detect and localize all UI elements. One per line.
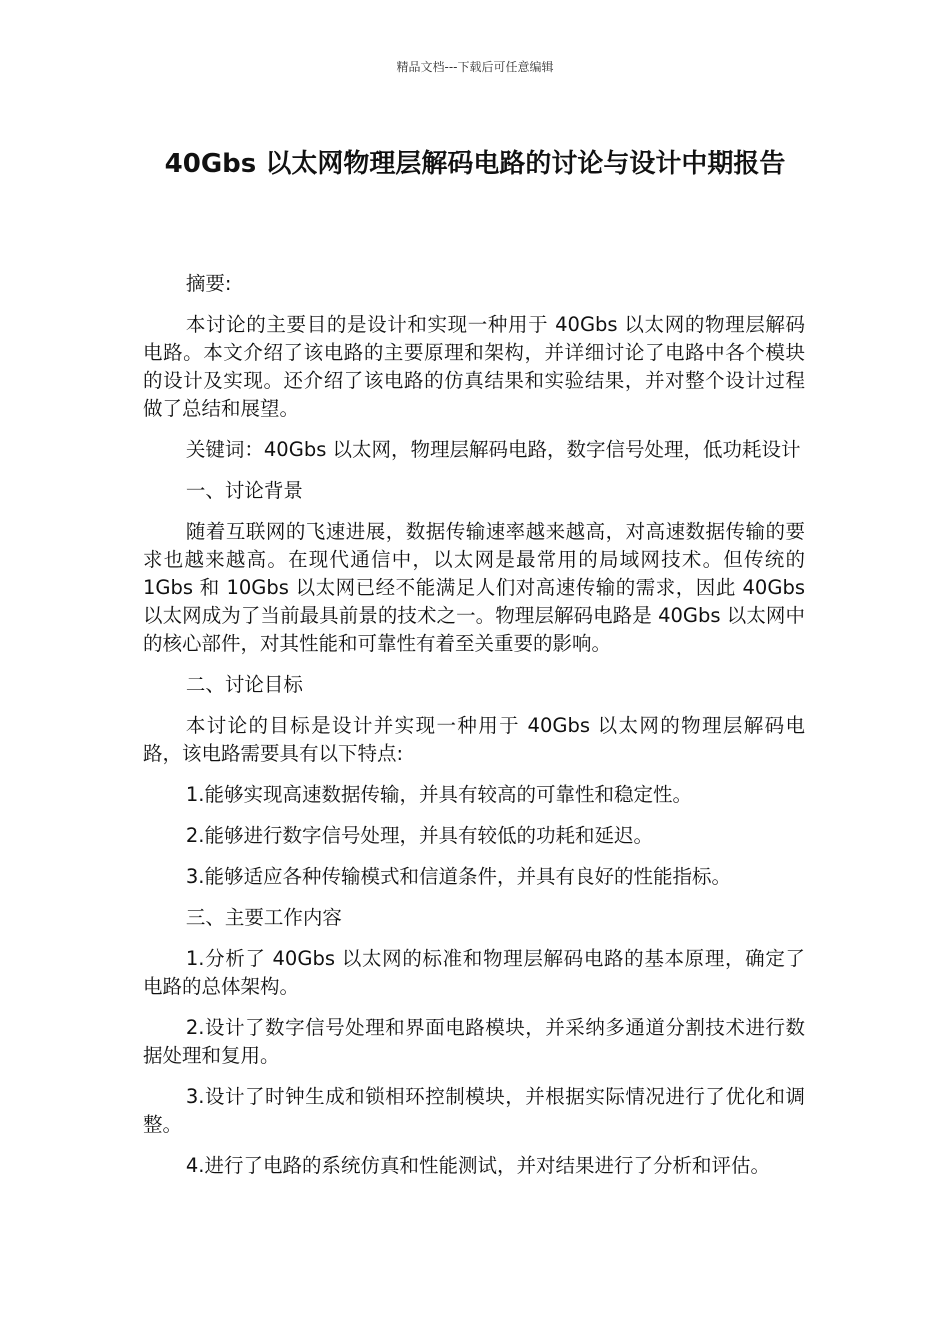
goals-paragraph: 本讨论的目标是设计并实现一种用于 40Gbs 以太网的物理层解码电路，该电路需要具有以下特点: <box>143 714 805 765</box>
goal-item-1: 1.能够实现高速数据传输，并具有较高的可靠性和稳定性。 <box>185 783 692 806</box>
section-heading-background: 一、讨论背景 <box>185 479 303 502</box>
section-heading-work: 三、主要工作内容 <box>185 906 342 929</box>
keywords-paragraph: 关键词：40Gbs 以太网，物理层解码电路，数字信号处理，低功耗设计 <box>185 438 801 461</box>
work-item-1: 1.分析了 40Gbs 以太网的标准和物理层解码电路的基本原理，确定了电路的总体架构。 <box>143 947 805 998</box>
section-heading-goals: 二、讨论目标 <box>185 673 303 696</box>
work-item-4: 4.进行了电路的系统仿真和性能测试，并对结果进行了分析和评估。 <box>185 1154 770 1177</box>
goal-item-3: 3.能够适应各种传输模式和信道条件，并具有良好的性能指标。 <box>185 865 731 888</box>
document-body <box>143 270 805 1193</box>
work-item-3: 3.设计了时钟生成和锁相环控制模块，并根据实际情况进行了优化和调整。 <box>143 1085 805 1136</box>
document-title: 40Gbs 以太网物理层解码电路的讨论与设计中期报告 <box>164 149 786 179</box>
work-item-2: 2.设计了数字信号处理和界面电路模块，并采纳多通道分割技术进行数据处理和复用。 <box>143 1016 805 1067</box>
goal-item-2: 2.能够进行数字信号处理，并具有较低的功耗和延迟。 <box>185 824 653 847</box>
abstract-paragraph: 本讨论的主要目的是设计和实现一种用于 40Gbs 以太网的物理层解码电路。本文介绍了该电路的主要原理和架构，并详细讨论了电路中各个模块的设计及实现。还介绍了该电路的仿真结果和实验结果，并对整个设计过程做了总结和展望。 <box>143 313 805 420</box>
abstract-heading: 摘要: <box>185 272 232 295</box>
page-header: 精品文档---下载后可任意编辑 <box>396 60 554 74</box>
background-paragraph: 随着互联网的飞速进展，数据传输速率越来越高，对高速数据传输的要求也越来越高。在现代通信中，以太网是最常用的局域网技术。但传统的 1Gbs 和 10Gbs 以太网已经不能满足人们对高速传输的需求，因此 40Gbs 以太网成为了当前最具前景的技术之一。物理层解码电路是 40Gbs 以太网中的核心部件，对其性能和可靠性有着至关重要的影响。 <box>143 520 805 655</box>
